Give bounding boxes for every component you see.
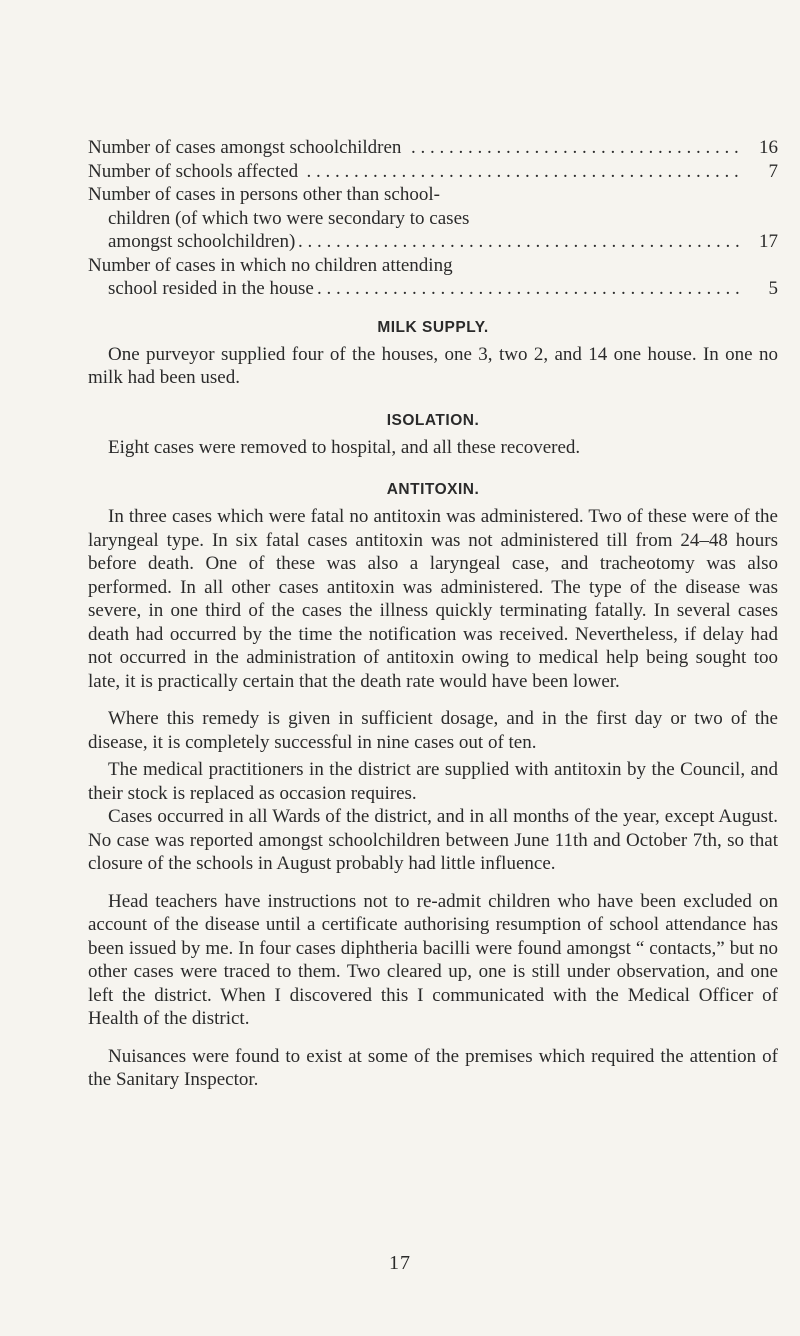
stat-value: 5 (768, 278, 778, 299)
stat-value: 7 (768, 160, 778, 182)
antitoxin-paragraph: Where this remedy is given in sufficient dosage, and in the first day or two of the disease, it is completely successful in nine cases out of ten. (88, 708, 778, 753)
stat-row-other-persons (88, 183, 778, 254)
stats-list (88, 136, 778, 301)
antitoxin-paragraph: Nuisances were found to exist at some of the premises which required the attention of the Sanitary Inspector. (88, 1045, 778, 1090)
page-number: 17 (389, 1252, 411, 1274)
stat-label-line: Number of cases in which no children attending (88, 254, 453, 276)
antitoxin-paragraph: Cases occurred in all Wards of the district, and in all months of the year, except August. No case was reported amongst schoolchildren between June 11th and October 7th, so that closure of the schools in August probably had little influence. (88, 806, 778, 874)
antitoxin-heading: ANTITOXIN. (386, 481, 480, 498)
stat-value: 16 (759, 137, 778, 158)
stat-row-no-children (88, 254, 778, 301)
stat-label-line: amongst schoolchildren) (108, 231, 299, 252)
document-page (88, 136, 778, 1092)
stat-label-line: children (of which two were secondary to cases (108, 207, 470, 229)
antitoxin-paragraph: The medical practitioners in the district are supplied with antitoxin by the Council, and their stock is replaced as occasion requires. (88, 759, 778, 804)
isolation-text: Eight cases were removed to hospital, and all these recovered. (108, 436, 581, 458)
stat-label-line: Number of cases in persons other than school- (88, 184, 440, 205)
isolation-heading: ISOLATION. (386, 411, 480, 429)
stat-value: 17 (759, 231, 778, 252)
stat-label-line: school resided in the house (108, 278, 318, 299)
milk-supply-heading: MILK SUPPLY. (377, 318, 489, 336)
stat-label: Number of schools affected (88, 161, 302, 182)
stat-row-schoolchildren (88, 136, 778, 160)
milk-supply-text: One purveyor supplied four of the houses, one 3, two 2, and 14 one house. In one no milk had been used. (88, 343, 778, 388)
stat-label: Number of cases amongst schoolchildren (88, 137, 405, 158)
stat-row-schools (88, 160, 778, 184)
antitoxin-paragraph: In three cases which were fatal no antitoxin was administered. Two of these were of the laryngeal type. In six fatal cases antitoxin was not administered till from 24–48 hours before death. One of these was also a laryngeal case, and tracheotomy was also performed. In all other cases antitoxin was administered. The type of the disease was severe, in one third of the cases the illness quickly terminating fatally. In several cases death had occurred by the time the notification was received. Nevertheless, if delay had not occurred in the administration of antitoxin owing to medical help being sought too late, it is practically certain that the death rate would have been lower. (88, 506, 778, 692)
antitoxin-paragraph: Head teachers have instructions not to re-admit children who have been excluded on account of the disease until a certificate authorising resumption of school attendance has been issued by me. In four cases diphtheria bacilli were found amongst “ contacts,” but no other cases were traced to them. Two cleared up, one is still under observation, and one left the district. When I discovered this I communicated with the Medical Officer of Health of the district. (88, 890, 778, 1029)
